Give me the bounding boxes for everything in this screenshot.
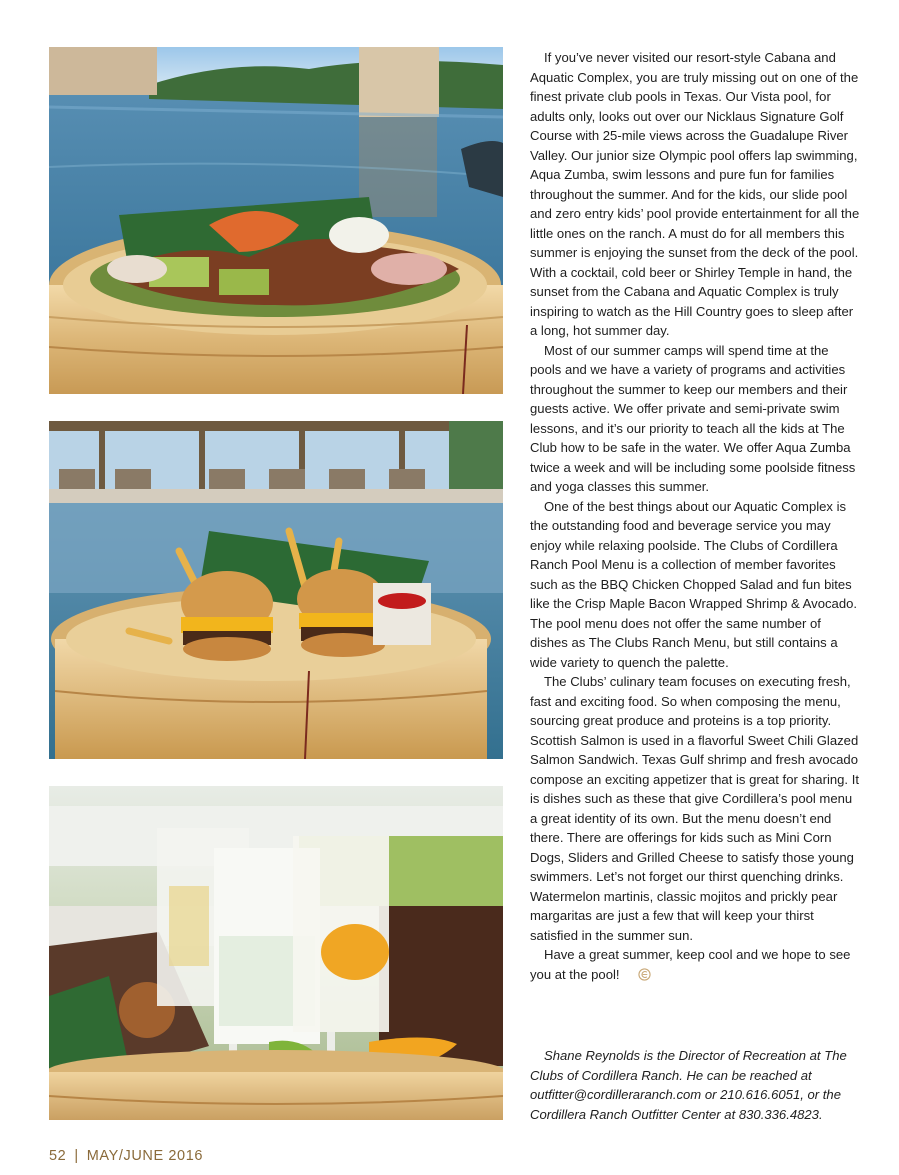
closing-text: Have a great summer, keep cool and we hope to see you at the pool! bbox=[530, 947, 851, 982]
article-paragraph: If you’ve never visited our resort-style Cabana and Aquatic Complex, you are truly missing out on one of the finest private club pools in Texas. Our Vista pool, for adults only, looks out over our Nicklaus Signature Golf Course with 25-mile views across the Guadalupe River Valley. Our junior size Olympic pool offers lap swimming, Aqua Zumba, swim lessons and pure fun for families throughout the summer. And for the kids, our slide pool and zero entry kids’ pool provide entertainment for all the little ones on the ranch. A must do for all members this summer is enjoying the sunset from the deck of the pool. With a cocktail, cold beer or Shirley Temple in hand, the sunset from the Cabana and Aquatic Complex is truly inspiring to watch as the Hill Country goes to sleep after a long, hot summer day. bbox=[530, 50, 860, 338]
author-bio bbox=[530, 1046, 866, 1124]
article-paragraph: The Clubs’ culinary team focuses on executing fresh, fast and exciting food. So when composing the menu, sourcing great produce and proteins is a top priority. Scottish Salmon is used in a flavorful Sweet Chili Glazed Salmon Sandwich. Texas Gulf shrimp and fresh avocado compose an exciting appetizer that is great for sharing. It is dishes such as these that give Cordillera’s pool menu a great identity of its own. But the menu doesn’t end there. There are offerings for kids such as Mini Corn Dogs, Sliders and Grilled Cheese to satisfy those young swimmers. Let’s not forget our thirst quenching drinks. Watermelon martinis, classic mojitos and prickly pear margaritas are just a few that will keep your thirst satisfied in the summer sun. bbox=[530, 674, 859, 943]
page-number: 52 bbox=[49, 1148, 67, 1164]
article-body bbox=[530, 48, 862, 984]
page-footer bbox=[49, 1148, 203, 1164]
footer-separator: | bbox=[74, 1148, 79, 1164]
article-paragraph: Most of our summer camps will spend time at the pools and we have a variety of programs and activities throughout the summer to keep our members and their guests active. We offer private and semi-private swim lessons, and it’s our priority to teach all the kids at The Club how to be safe in the water. We offer Aqua Zumba twice a week and will be including some poolside fitness and yoga classes this summer. bbox=[530, 342, 856, 494]
issue-date: MAY/JUNE 2016 bbox=[86, 1148, 204, 1164]
salad-photo bbox=[49, 47, 503, 394]
sliders-photo bbox=[49, 421, 503, 759]
article-paragraph: One of the best things about our Aquatic Complex is the outstanding food and beverage service you may enjoy while relaxing poolside. The Clubs of Cordillera Ranch Pool Menu is a collection of member favorites such as the BBQ Chicken Chopped Salad and fun bites like the Crisp Maple Bacon Wrapped Shrimp & Avocado. The pool menu does not offer the same number of dishes as The Clubs Ranch Menu, but still contains a wide variety to quench the palette. bbox=[530, 498, 858, 670]
drinks-photo bbox=[49, 786, 503, 1120]
author-bio-text: Shane Reynolds is the Director of Recreation at The Clubs of Cordillera Ranch. He can be reached at outfitter@cordilleraranch.com or 210.616.6051, or the Cordillera Ranch Outfitter Center at 830.336.4823. bbox=[530, 1048, 847, 1122]
article-paragraph-closing bbox=[530, 945, 862, 984]
cordillera-logo-icon bbox=[624, 967, 637, 980]
